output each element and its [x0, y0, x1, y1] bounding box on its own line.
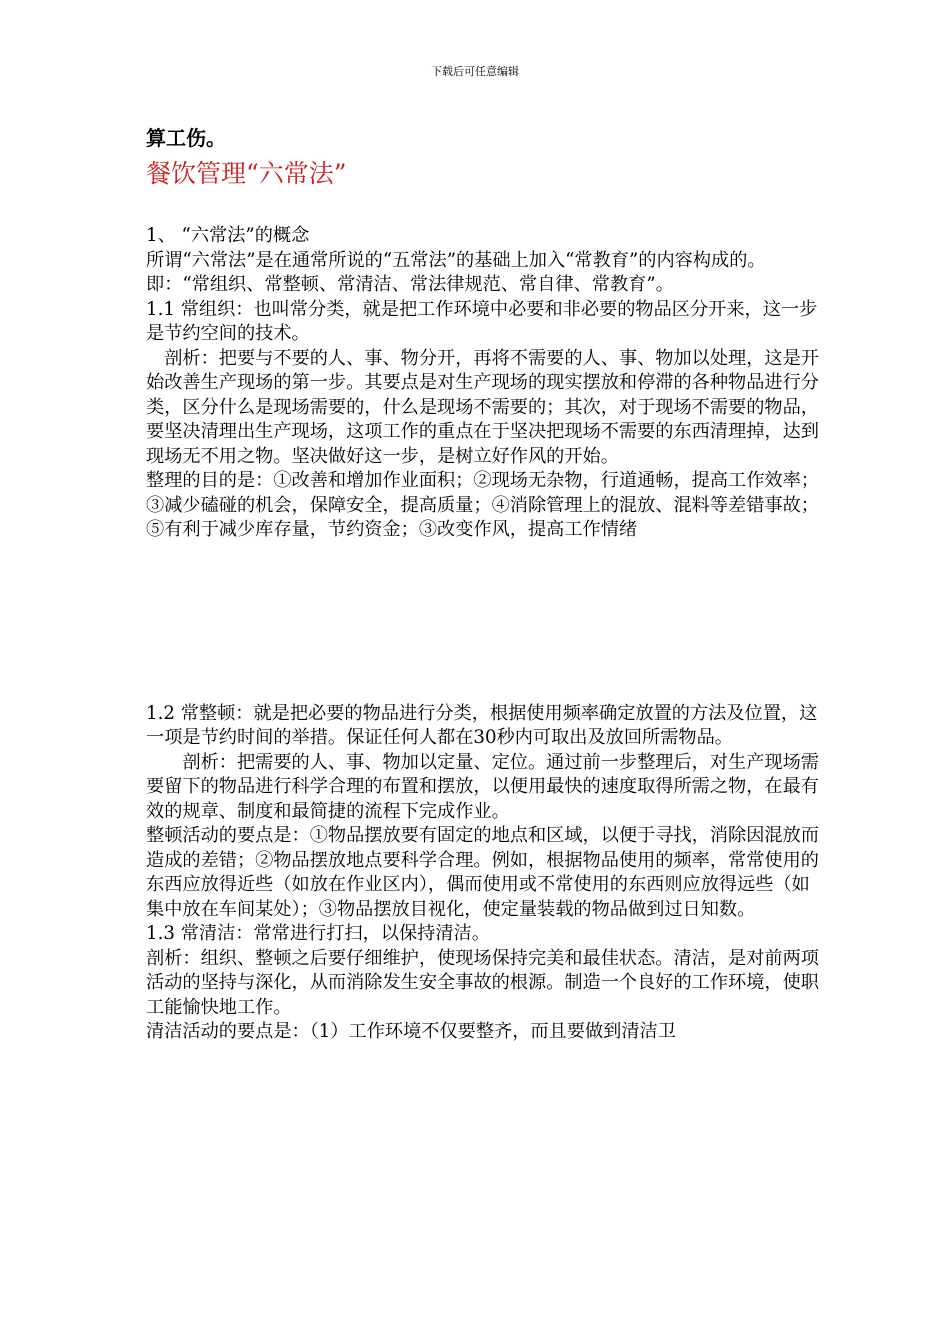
document-title: 餐饮管理“六常法”	[146, 159, 347, 188]
page-header: 下载后可任意编辑	[431, 65, 519, 78]
paragraph: 1.2 常整顿：就是把必要的物品进行分类，根据使用频率确定放置的方法及位置，这一项是节约时间的举措。保证任何人都在30秒内可取出及放回所需物品。	[146, 702, 818, 748]
paragraph: 剖析：把要与不要的人、事、物分开，再将不需要的人、事、物加以处理，这是开始改善生产现场的第一步。其要点是对生产现场的现实摆放和停滞的各种物品进行分类，区分什么是现场需要的，什么是现场不需要的；其次，对于现场不需要的物品，要坚决清理出生产现场，这项工作的重点在于坚决把现场不需要的东西清理掉，达到现场无不用之物。坚决做好这一步，是树立好作风的开始。	[146, 347, 819, 467]
paragraph: 剖析：组织、整顿之后要仔细维护，使现场保持完美和最佳状态。清洁，是对前两项活动的坚持与深化，从而消除发生安全事故的根源。制造一个良好的工作环境，使职工能愉快地工作。	[146, 947, 819, 1018]
document-body	[146, 124, 821, 1045]
section-1	[146, 224, 821, 1045]
blank-space	[146, 543, 821, 702]
paragraph: 所谓“六常法”是在通常所说的“五常法”的基础上加入“常教育”的内容构成的。即：“常组织、常整顿、常清洁、常法律规范、常自律、常教育”。	[146, 249, 766, 295]
paragraph: 剖析：把需要的人、事、物加以定量、定位。通过前一步整理后，对生产现场需要留下的物品进行科学合理的布置和摆放，以便用最快的速度取得所需之物，在最有效的规章、制度和最简捷的流程下完成作业。	[146, 751, 819, 822]
section-1-heading: 1、 “六常法”的概念	[146, 225, 310, 246]
paragraph: 1.3 常清洁：常常进行打扫，以保持清洁。	[146, 923, 490, 944]
paragraph: 清洁活动的要点是：（1）工作环境不仅要整齐，而且要做到清洁卫	[146, 1021, 676, 1042]
paragraph: 1.1 常组织：也叫常分类，就是把工作环境中必要和非必要的物品区分开来，这一步是节约空间的技术。	[146, 298, 818, 344]
lead-line: 算工伤。	[146, 126, 226, 150]
paragraph: 整顿活动的要点是：①物品摆放要有固定的地点和区域，以便于寻找，消除因混放而造成的差错；②物品摆放地点要科学合理。例如，根据物品使用的频率，常常使用的东西应放得近些（如放在作业区内），偶而使用或不常使用的东西则应放得远些（如集中放在车间某处）；③物品摆放目视化，使定量装载的物品做到过日知数。	[146, 825, 819, 920]
paragraph: 整理的目的是：①改善和增加作业面积；②现场无杂物，行道通畅，提高工作效率；③减少磕碰的机会，保障安全，提高质量；④消除管理上的混放、混料等差错事故；⑤有利于减少库存量，节约资金；③改变作风，提高工作情绪	[146, 470, 819, 540]
